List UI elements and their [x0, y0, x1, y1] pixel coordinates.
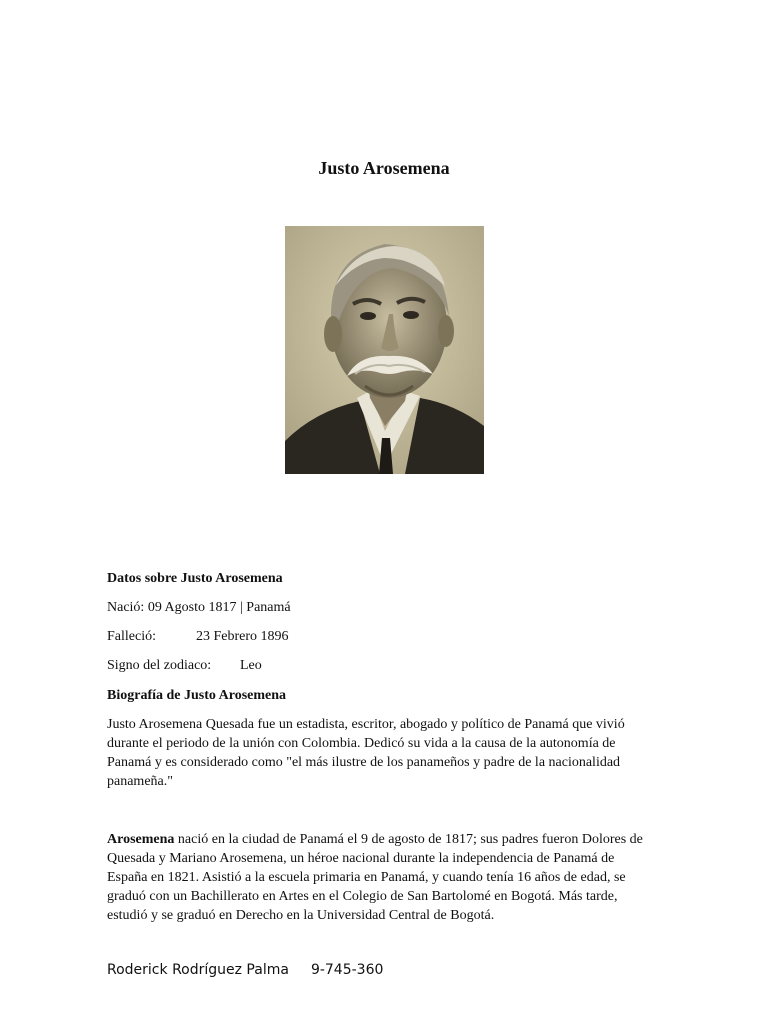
- facts-heading: Datos sobre Justo Arosemena: [107, 571, 283, 586]
- born-label: Nació:: [107, 600, 145, 615]
- biography-paragraph-2-lead: Arosemena: [107, 832, 175, 847]
- footer: [107, 960, 383, 980]
- biography-heading: Biografía de Justo Arosemena: [107, 688, 287, 703]
- born-value: 09 Agosto 1817 | Panamá: [147, 600, 291, 615]
- born-row: [107, 598, 291, 617]
- died-row: [107, 627, 507, 646]
- died-value: 23 Febrero 1896: [196, 629, 289, 644]
- biography-paragraph-2-body: nació en la ciudad de Panamá el 9 de agosto de 1817; sus padres fueron Dolores de Quesada y Mariano Arosemena, un héroe nacional durante la independencia de Panamá de España en 1821. Asistió a la escuela primaria en Panamá, y cuando tenía 16 años de edad, se graduó con un Bachillerato en Artes en el Colegio de San Bartolomé en Bogotá. Más tarde, estudió y se graduó en Derecho en la Universidad Central de Bogotá.: [107, 832, 643, 923]
- page-title: Justo Arosemena: [318, 158, 450, 178]
- biography-paragraph-2: [107, 830, 655, 925]
- author-id: 9-745-360: [310, 962, 384, 978]
- zodiac-value: Leo: [240, 658, 262, 673]
- zodiac-label: Signo del zodiaco:: [107, 658, 212, 673]
- zodiac-row: [107, 656, 507, 675]
- portrait-photo: [285, 226, 484, 474]
- author-name: Roderick Rodríguez Palma: [107, 962, 289, 978]
- biography-paragraph-1: Justo Arosemena Quesada fue un estadista, escritor, abogado y político de Panamá que vivió durante el periodo de la unión con Colombia. Dedicó su vida a la causa de la autonomía de Panamá y es considerado como "el más ilustre de los panameños y padre de la nacionalidad panameña.": [107, 717, 625, 789]
- died-label: Falleció:: [107, 629, 156, 644]
